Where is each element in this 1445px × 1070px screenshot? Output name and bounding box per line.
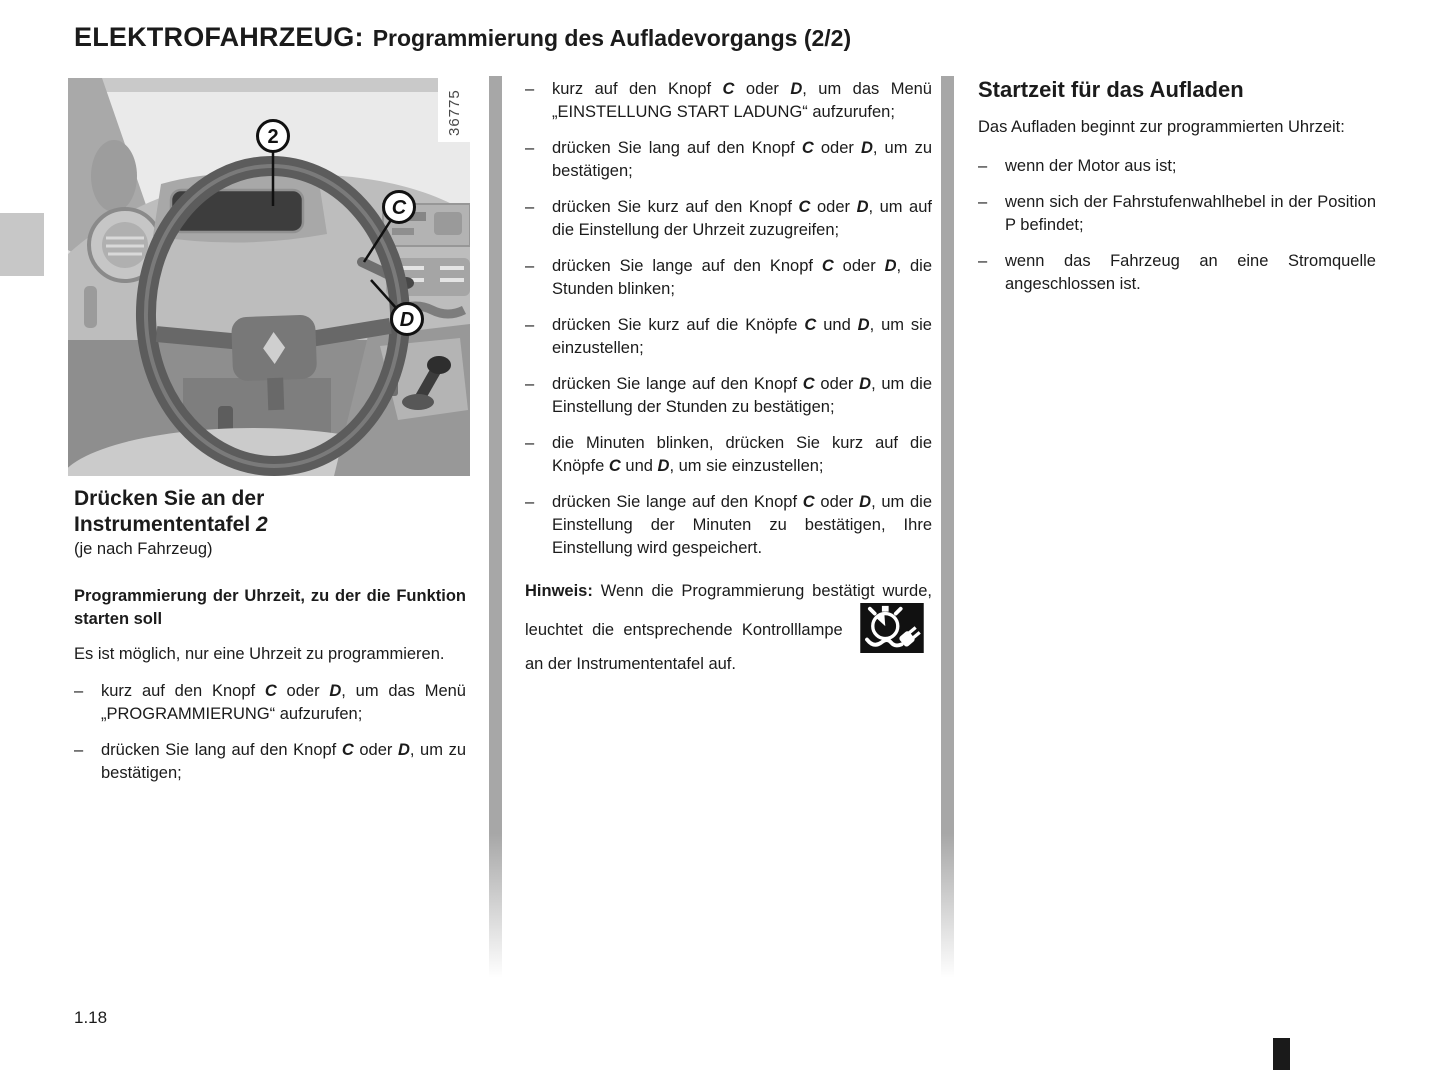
chapter-tab-marker	[0, 213, 44, 276]
bullet-text: drücken Sie lang auf den Knopf C oder D, um zu bestätigen;	[552, 139, 932, 180]
bullet-dash: –	[525, 139, 535, 157]
bullet-text: wenn das Fahrzeug an eine Stromquelle angeschlossen ist.	[1005, 252, 1376, 293]
list-item	[525, 78, 932, 124]
page-number: 1.18	[74, 1008, 108, 1027]
column-separator-2	[941, 76, 954, 978]
bullet-dash: –	[525, 493, 535, 511]
gear-knob	[427, 356, 451, 374]
callout-d-label: D	[399, 309, 415, 331]
left-column	[74, 486, 466, 798]
middle-bullet-list	[525, 78, 932, 560]
callout-c-label: C	[391, 197, 407, 219]
note-paragraph	[525, 580, 932, 676]
left-intro: Es ist möglich, nur eine Uhrzeit zu programmieren.	[74, 645, 445, 663]
bullet-text: drücken Sie lang auf den Knopf C oder D, um zu bestätigen;	[101, 741, 466, 782]
bullet-dash: –	[74, 741, 84, 759]
bullet-text: die Minuten blinken, drücken Sie kurz auf die Knöpfe C und D, um sie einzustellen;	[552, 434, 932, 475]
bullet-dash: –	[525, 316, 535, 334]
bullet-dash: –	[525, 80, 535, 98]
note-text-before: Hinweis: Wenn die Programmierung bestätigt wurde, leuchtet die entsprechende Kontrolllampe	[525, 582, 932, 639]
right-column	[978, 76, 1376, 309]
page-title-sub: Programmierung des Aufladevorgangs (2/2)	[372, 25, 852, 51]
right-bullet-list	[978, 155, 1376, 296]
bullet-text: kurz auf den Knopf C oder D, um das Menü „EINSTELLUNG START LADUNG“ aufzurufen;	[552, 80, 932, 121]
dashboard-figure	[68, 78, 470, 476]
list-item	[525, 491, 932, 560]
bullet-text: wenn sich der Fahrstufenwahlhebel in der Position P befindet;	[1005, 193, 1376, 234]
radio-knob	[434, 212, 462, 235]
bullet-dash: –	[978, 193, 988, 211]
callout-2-label: 2	[267, 126, 279, 148]
page-title	[74, 22, 851, 53]
headliner	[68, 78, 470, 92]
column-separator-1	[489, 76, 502, 978]
icon-clock-crown	[882, 606, 889, 612]
bullet-dash: –	[978, 157, 988, 175]
list-item	[525, 314, 932, 360]
bullet-dash: –	[525, 198, 535, 216]
left-subnote: (je nach Fahrzeug)	[74, 540, 213, 558]
door-mirror	[91, 140, 137, 212]
left-bullet-list	[74, 680, 466, 785]
charge-timer-indicator-icon	[860, 603, 924, 653]
bullet-text: drücken Sie lange auf den Knopf C oder D, um die Einstellung der Minuten zu bestätigen, Ihre Einstellung wird gespeichert.	[552, 493, 933, 557]
bullet-text: kurz auf den Knopf C oder D, um das Menü „PROGRAMMIERUNG“ aufzurufen;	[101, 682, 466, 723]
list-item	[525, 137, 932, 183]
middle-column	[525, 78, 932, 693]
list-item	[74, 739, 466, 785]
left-heading-line2: Instrumententafel 2	[74, 513, 268, 536]
list-item	[525, 255, 932, 301]
right-heading: Startzeit für das Aufladen	[978, 77, 1244, 102]
bullet-dash: –	[525, 257, 535, 275]
bullet-text: drücken Sie kurz auf die Knöpfe C und D, um sie einzustellen;	[552, 316, 932, 357]
radio-buttons	[392, 228, 414, 235]
list-item	[525, 432, 932, 478]
door-handle	[84, 286, 97, 328]
bullet-dash: –	[978, 252, 988, 270]
binding-mark	[1273, 1038, 1290, 1070]
list-item	[74, 680, 466, 726]
list-item	[978, 155, 1376, 178]
bullet-text: wenn der Motor aus ist;	[1005, 157, 1177, 175]
list-item	[978, 250, 1376, 296]
bullet-dash: –	[74, 682, 84, 700]
list-item	[978, 191, 1376, 237]
bullet-text: drücken Sie lange auf den Knopf C oder D, die Stunden blinken;	[552, 257, 933, 298]
bullet-text: drücken Sie lange auf den Knopf C oder D, um die Einstellung der Stunden zu bestätigen;	[552, 375, 933, 416]
bullet-text: drücken Sie kurz auf den Knopf C oder D, um auf die Einstellung der Uhrzeit zuzugreifen;	[552, 198, 932, 239]
bullet-dash: –	[525, 375, 535, 393]
photo-id: 36775	[446, 89, 463, 136]
left-subheading: Programmierung der Uhrzeit, zu der die Funktion starten soll	[74, 587, 466, 628]
page-title-main: ELEKTROFAHRZEUG:	[74, 22, 364, 52]
dashboard-illustration	[68, 78, 470, 476]
note-text-after: an der Instrumententafel auf.	[525, 655, 736, 673]
bullet-dash: –	[525, 434, 535, 452]
steering-lower-spoke	[267, 378, 284, 411]
list-item	[525, 373, 932, 419]
list-item	[525, 196, 932, 242]
left-heading-line1: Drücken Sie an der	[74, 487, 265, 510]
gear-base	[402, 394, 434, 410]
right-intro: Das Aufladen beginnt zur programmierten Uhrzeit:	[978, 118, 1345, 136]
